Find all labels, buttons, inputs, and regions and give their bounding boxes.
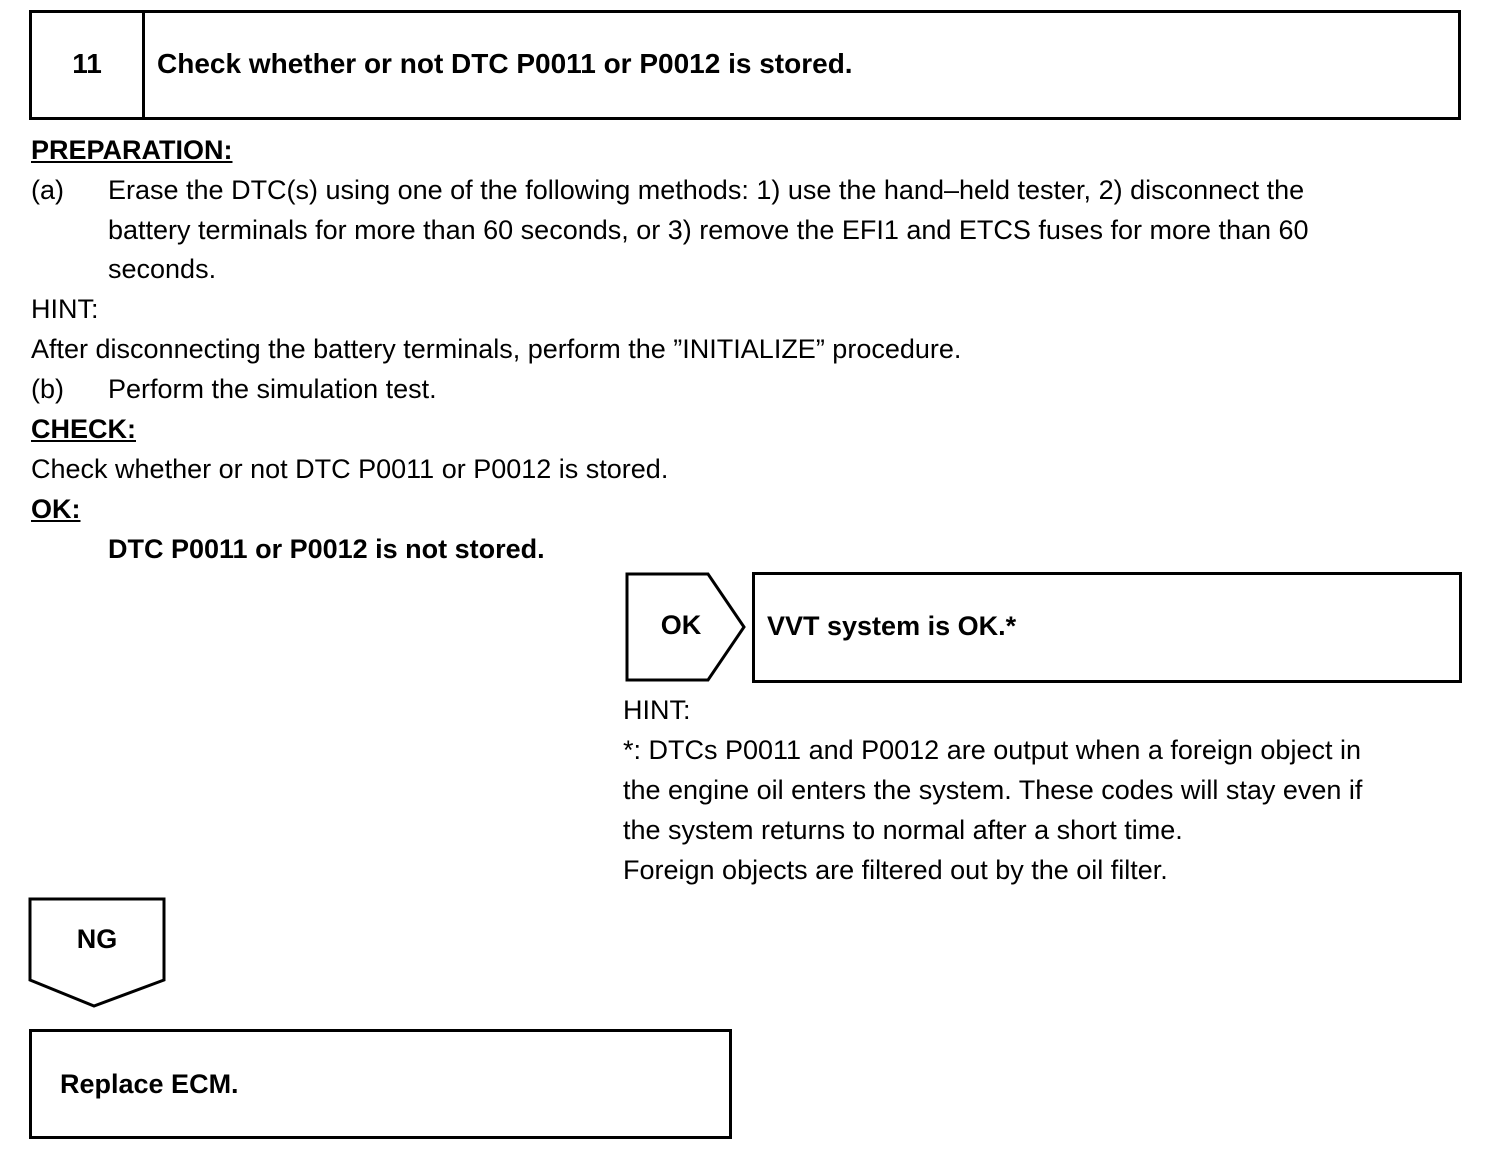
step-title: Check whether or not DTC P0011 or P0012 is stored. — [157, 48, 853, 79]
step-number: 11 — [72, 48, 102, 79]
item-a-line-2: battery terminals for more than 60 seconds, or 3) remove the EFI1 and ETCS fuses for more than 60 — [108, 215, 1309, 245]
check-heading: CHECK: — [31, 414, 136, 444]
preparation-heading: PREPARATION: — [31, 135, 233, 165]
item-b-text: Perform the simulation test. — [108, 374, 437, 404]
ng-result-box — [29, 1029, 732, 1139]
ok-hint-line-4: Foreign objects are filtered out by the oil filter. — [623, 855, 1168, 885]
ok-result-text: VVT system is OK.* — [767, 611, 1017, 641]
ng-tag-label: NG — [76, 924, 118, 954]
ok-heading: OK: — [31, 494, 81, 524]
item-b-label: (b) — [31, 374, 64, 404]
item-a-label: (a) — [31, 175, 64, 205]
ok-hint-label: HINT: — [623, 695, 691, 725]
ok-result-box — [752, 572, 1462, 683]
ok-hint-line-2: the engine oil enters the system. These codes will stay even if — [623, 775, 1363, 805]
item-a-line-3: seconds. — [108, 254, 217, 284]
ok-criteria: DTC P0011 or P0012 is not stored. — [108, 534, 545, 564]
check-text: Check whether or not DTC P0011 or P0012 is stored. — [31, 454, 669, 484]
ng-result-text: Replace ECM. — [60, 1069, 239, 1099]
ok-hint-line-3: the system returns to normal after a short time. — [623, 815, 1183, 845]
hint-text: After disconnecting the battery terminals, perform the ”INITIALIZE” procedure. — [31, 334, 962, 364]
hint-label: HINT: — [31, 294, 99, 324]
item-a-line-1: Erase the DTC(s) using one of the following methods: 1) use the hand–held tester, 2) disconnect the — [108, 175, 1305, 205]
ok-hint-line-1: *: DTCs P0011 and P0012 are output when a foreign object in — [623, 735, 1361, 765]
ok-tag-label: OK — [660, 610, 702, 640]
